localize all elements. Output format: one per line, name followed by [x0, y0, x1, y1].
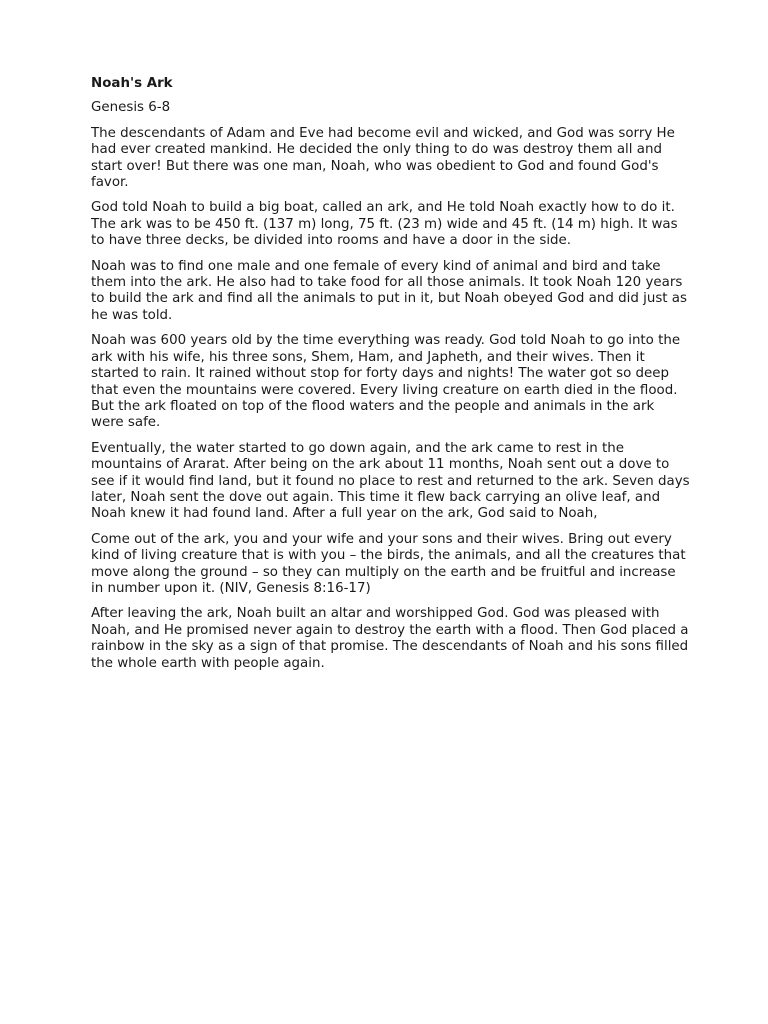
document-body	[91, 76, 691, 681]
paragraph-4: Noah was 600 years old by the time everything was ready. God told Noah to go into the ark with his wife, his three sons, Shem, Ham, and Japheth, and their wives. Then it started to rain. It rained without stop for forty days and nights! The water got so deep that even the mountains were covered. Every living creature on earth died in the flood. But the ark floated on top of the flood waters and the people and animals in the ark were safe.	[91, 333, 681, 431]
paragraph-5: Eventually, the water started to go down again, and the ark came to rest in the mountains of Ararat. After being on the ark about 11 months, Noah sent out a dove to see if it would find land, but it found no place to rest and returned to the ark. Seven days later, Noah sent the dove out again. This time it flew back carrying an olive leaf, and Noah knew it had found land. After a full year on the ark, God said to Noah,	[91, 440, 690, 522]
paragraph-6-quote: Come out of the ark, you and your wife and your sons and their wives. Bring out every kind of living creature that is with you – the birds, the animals, and all the creatures that move along the ground – so they can multiply on the earth and be fruitful and increase in number upon it. (NIV, Genesis 8:16-17)	[91, 531, 686, 596]
paragraph-3: Noah was to find one male and one female of every kind of animal and bird and take them into the ark. He also had to take food for all those animals. It took Noah 120 years to build the ark and find all the animals to put in it, but Noah obeyed God and did just as he was told.	[91, 258, 687, 323]
scripture-reference: Genesis 6-8	[91, 100, 171, 116]
paragraph-1: The descendants of Adam and Eve had become evil and wicked, and God was sorry He had ever created mankind. He decided the only thing to do was destroy them all and start over! But there was one man, Noah, who was obedient to God and found God's favor.	[91, 125, 675, 191]
document-title: Noah's Ark	[91, 76, 173, 91]
paragraph-7: After leaving the ark, Noah built an altar and worshipped God. God was pleased with Noah, and He promised never again to destroy the earth with a flood. Then God placed a rainbow in the sky as a sign of that promise. The descendants of Noah and his sons filled the whole earth with people again.	[91, 606, 689, 671]
paragraph-2: God told Noah to build a big boat, called an ark, and He told Noah exactly how to do it. The ark was to be 450 ft. (137 m) long, 75 ft. (23 m) wide and 45 ft. (14 m) high. It was to have three decks, be divided into rooms and have a door in the side.	[91, 200, 678, 249]
